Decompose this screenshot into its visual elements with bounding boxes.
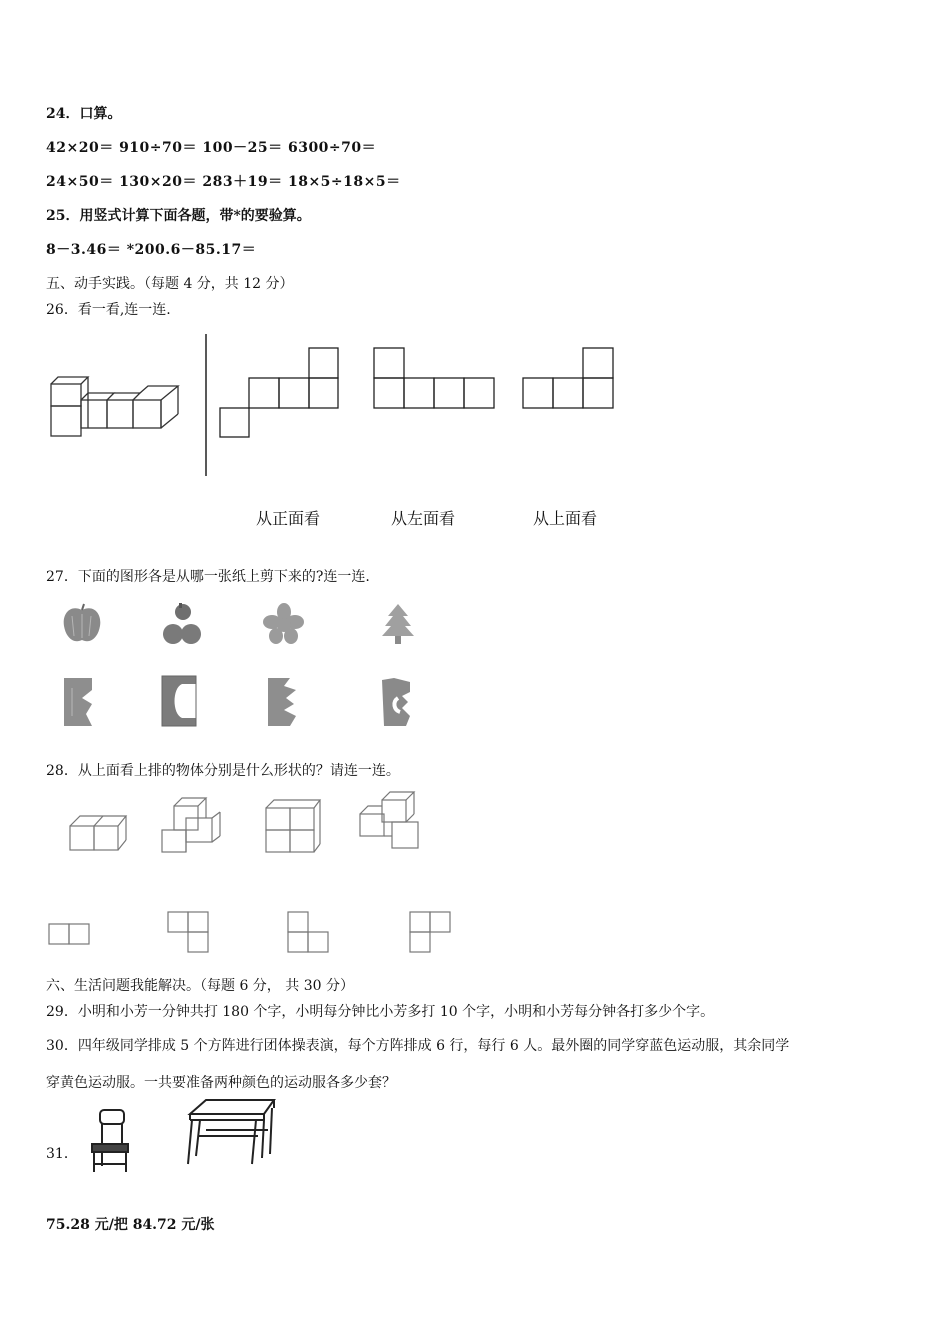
apple-shape-icon (60, 602, 104, 646)
q30-line2: 穿黄色运动服。一共要准备两种颜色的运动服各多少套？ (46, 1075, 396, 1091)
section6-title: 六、生活问题我能解决。（每题 6 分， 共 30 分） (46, 978, 354, 994)
q26-view-c (521, 346, 615, 410)
desk-icon (184, 1096, 280, 1168)
q28-view-4 (408, 910, 452, 954)
q28-solid-4 (358, 788, 424, 854)
q30-line1: 30．四年级同学排成 5 个方阵进行团体操表演，每个方阵排成 6 行，每行 6 人。最外圈的同学穿蓝色运动服，其余同学 (46, 1038, 790, 1054)
q26-cube-solid (48, 376, 188, 446)
q28-view-2 (166, 910, 210, 954)
q28-view-3 (286, 910, 330, 954)
q25-row: 8－3.46＝ *200.6－85.17＝ (46, 242, 257, 258)
chair-icon (88, 1108, 132, 1174)
q28-view-1 (48, 922, 92, 946)
q26-view-left-label: 从左面看 (391, 509, 456, 528)
paper-c-icon (266, 676, 300, 728)
q26-view-b (372, 346, 496, 410)
q28-title: 28．从上面看上排的物体分别是什么形状的？请连一连。 (46, 763, 400, 779)
paper-b-icon (160, 674, 198, 728)
q25-title: 25．用竖式计算下面各题，带*的要验算。 (46, 208, 311, 224)
q28-solid-2 (160, 796, 226, 856)
q27-title: 27．下面的图形各是从哪一张纸上剪下来的?连一连. (46, 569, 370, 585)
flower-shape-icon (262, 602, 306, 646)
q26-view-front-label: 从正面看 (256, 509, 321, 528)
q24-row1: 42×20＝ 910÷70＝ 100－25＝ 6300÷70＝ (46, 140, 377, 156)
q28-solid-1 (68, 812, 128, 856)
paper-d-icon (380, 676, 414, 728)
paper-a-icon (62, 676, 98, 728)
q26-divider (204, 334, 208, 476)
q31-label: 31． (46, 1146, 78, 1162)
gourd-shape-icon (163, 600, 203, 648)
q29-text: 29．小明和小芳一分钟共打 180 个字，小明每分钟比小芳多打 10 个字，小明和小芳每分钟各打多少个字。 (46, 1004, 715, 1020)
q26-view-top-label: 从上面看 (533, 509, 598, 528)
q24-title: 24．口算。 (46, 106, 122, 122)
q28-solid-3 (264, 798, 322, 854)
tree-shape-icon (378, 602, 418, 646)
q26-view-a (218, 346, 340, 438)
q24-row2: 24×50＝ 130×20＝ 283＋19＝ 18×5÷18×5＝ (46, 174, 401, 190)
section5-title: 五、动手实践。（每题 4 分，共 12 分） (46, 276, 294, 292)
q26-title: 26．看一看,连一连. (46, 302, 171, 318)
q31-prices: 75.28 元/把 84.72 元/张 (46, 1217, 215, 1233)
